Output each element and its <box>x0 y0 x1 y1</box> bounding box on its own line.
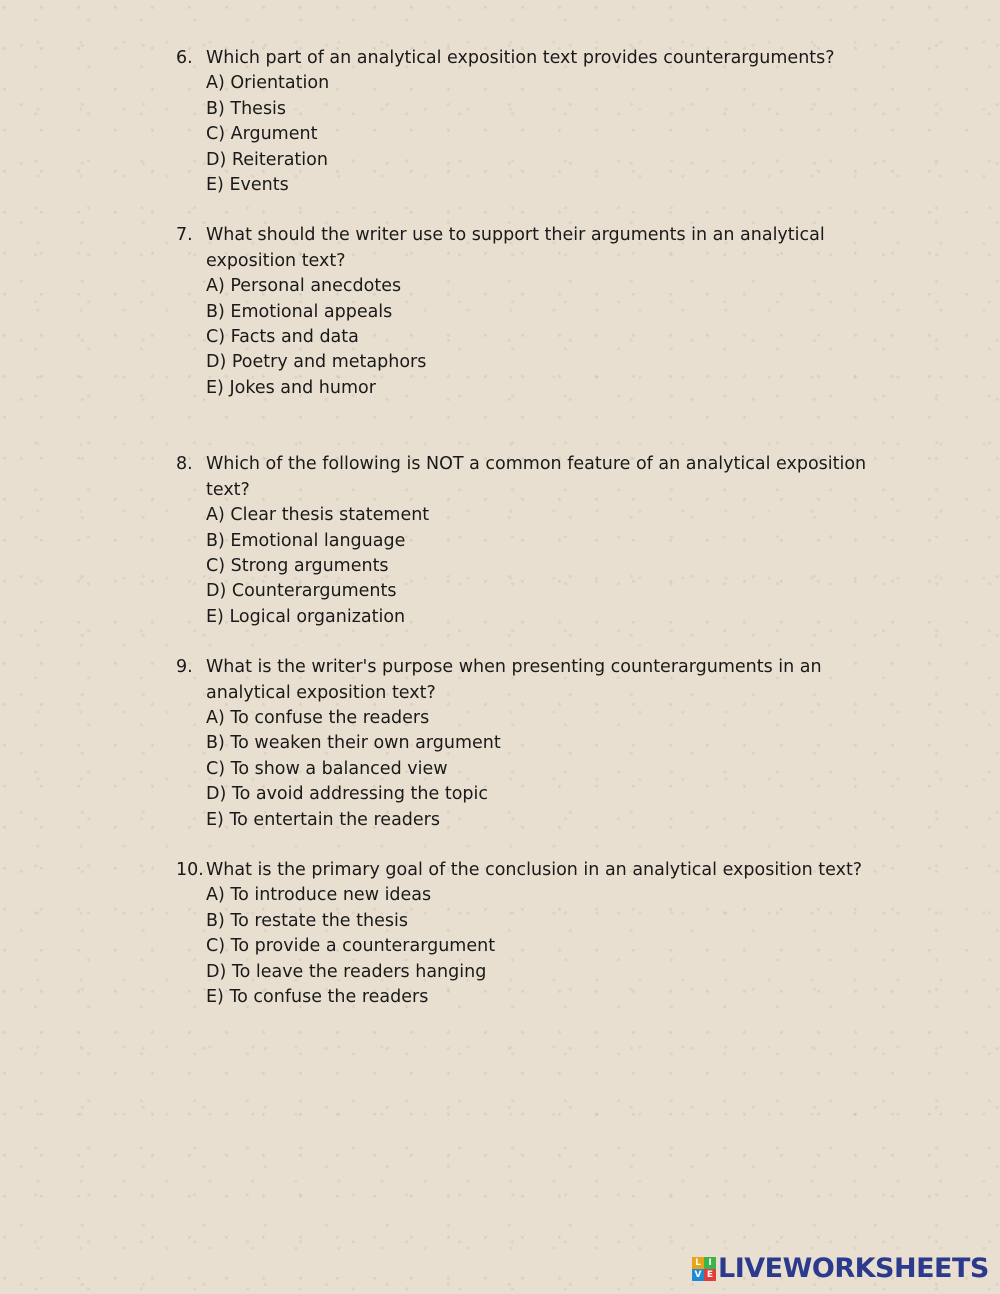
question-10 <box>176 858 876 1010</box>
option-d[interactable]: D) Counterarguments <box>206 581 397 602</box>
option-c[interactable]: C) To show a balanced view <box>206 758 448 779</box>
question-text: Which part of an analytical exposition text provides counterarguments? <box>206 48 835 68</box>
answer-options <box>206 706 876 833</box>
question-body <box>206 223 876 401</box>
option-d[interactable]: D) To leave the readers hanging <box>206 961 487 982</box>
option-e[interactable]: E) Jokes and humor <box>206 377 376 398</box>
option-c[interactable]: C) Strong arguments <box>206 555 389 576</box>
option-b[interactable]: B) To weaken their own argument <box>206 733 501 754</box>
option-d[interactable]: D) Reiteration <box>206 149 328 170</box>
question-number: 8. <box>176 454 193 475</box>
question-text: What should the writer use to support their arguments in an analytical exposition text? <box>206 225 825 271</box>
question-text: Which of the following is NOT a common feature of an analytical exposition text? <box>206 454 867 500</box>
answer-options <box>206 503 876 630</box>
option-e[interactable]: E) Events <box>206 175 289 196</box>
question-6 <box>176 46 876 198</box>
question-number: 10. <box>176 859 204 880</box>
logo-letter-i: I <box>704 1257 716 1269</box>
question-9 <box>176 655 876 833</box>
option-b[interactable]: B) Thesis <box>206 98 287 119</box>
question-8 <box>176 452 876 630</box>
question-body <box>206 452 876 630</box>
question-number: 7. <box>176 225 193 246</box>
option-b[interactable]: B) Emotional language <box>206 530 406 551</box>
option-b[interactable]: B) To restate the thesis <box>206 910 408 931</box>
logo-letter-v: V <box>692 1269 704 1281</box>
option-a[interactable]: A) To confuse the readers <box>206 707 430 728</box>
option-e[interactable]: E) To entertain the readers <box>206 809 440 830</box>
question-7 <box>176 223 876 401</box>
option-d[interactable]: D) To avoid addressing the topic <box>206 784 488 805</box>
question-number: 9. <box>176 657 193 678</box>
logo-mark-icon <box>692 1257 716 1281</box>
option-a[interactable]: A) To introduce new ideas <box>206 885 432 906</box>
option-c[interactable]: C) Facts and data <box>206 327 359 348</box>
logo-letter-e: E <box>704 1269 716 1281</box>
question-body <box>206 858 876 1010</box>
logo-letter-l: L <box>692 1257 704 1269</box>
answer-options <box>206 883 876 1010</box>
option-d[interactable]: D) Poetry and metaphors <box>206 352 427 373</box>
question-number: 6. <box>176 48 193 68</box>
option-e[interactable]: E) To confuse the readers <box>206 987 429 1007</box>
question-body <box>206 655 876 833</box>
option-a[interactable]: A) Orientation <box>206 73 330 94</box>
question-body <box>206 46 876 198</box>
liveworksheets-logo[interactable] <box>692 1253 989 1284</box>
brand-name: LIVEWORKSHEETS <box>718 1253 989 1284</box>
question-text: What is the primary goal of the conclusion in an analytical exposition text? <box>206 859 863 880</box>
option-a[interactable]: A) Personal anecdotes <box>206 276 402 297</box>
worksheet <box>176 46 876 1010</box>
option-c[interactable]: C) Argument <box>206 124 318 145</box>
option-a[interactable]: A) Clear thesis statement <box>206 505 430 526</box>
option-c[interactable]: C) To provide a counterargument <box>206 936 496 957</box>
question-text: What is the writer's purpose when presenting counterarguments in an analytical exposition text? <box>206 657 822 703</box>
answer-options <box>206 274 876 401</box>
option-e[interactable]: E) Logical organization <box>206 606 406 627</box>
answer-options <box>206 71 876 198</box>
option-b[interactable]: B) Emotional appeals <box>206 301 393 322</box>
